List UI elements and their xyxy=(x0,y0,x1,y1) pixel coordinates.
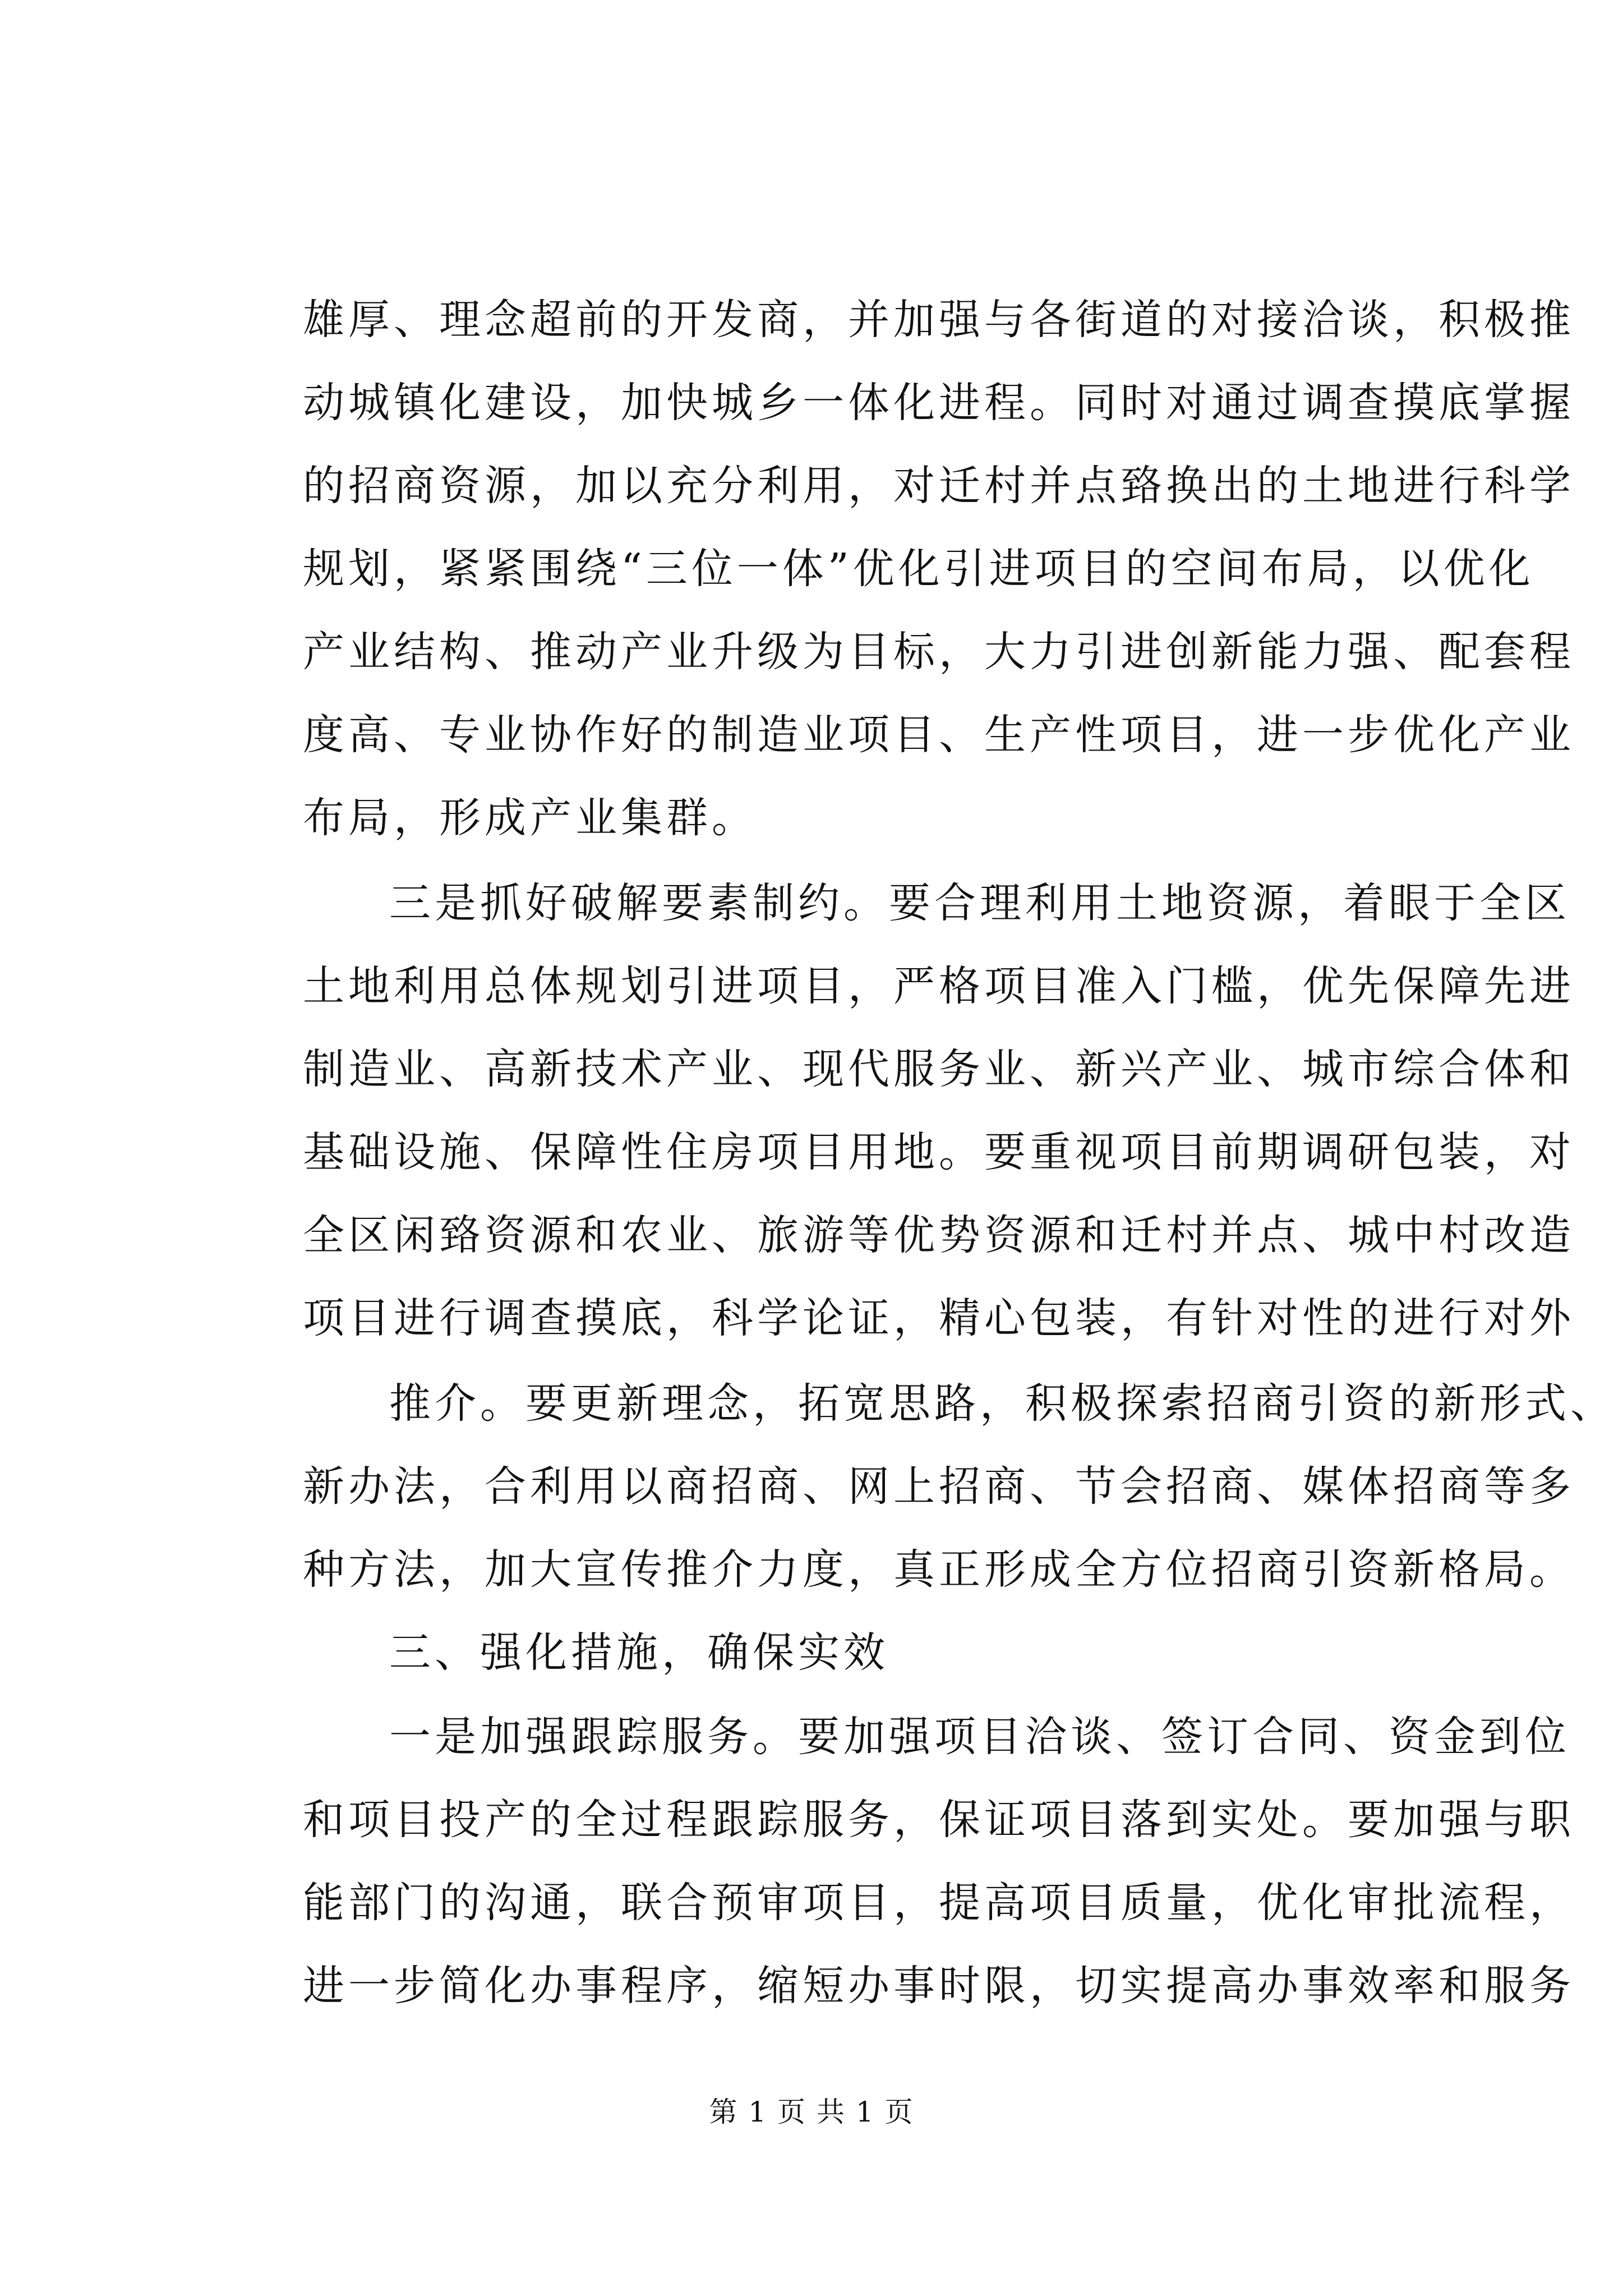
text-line: 的招商资源，加以充分利用，对迁村并点臵换出的土地进行科学 xyxy=(303,462,1575,510)
text-line: 一是加强跟踪服务。要加强项目洽谈、签订合同、资金到位 xyxy=(389,1713,1570,1761)
text-line: 全区闲臵资源和农业、旅游等优势资源和迁村并点、城中村改造 xyxy=(303,1211,1575,1259)
text-line: 基础设施、保障性住房项目用地。要重视项目前期调研包装，对 xyxy=(303,1128,1575,1176)
page-footer: 第 1 页 共 1 页 xyxy=(709,2096,914,2128)
section-heading: 三、强化措施，确保实效 xyxy=(389,1628,889,1677)
text-line: 动城镇化建设，加快城乡一体化进程。同时对通过调查摸底掌握 xyxy=(303,379,1575,427)
text-line: 雄厚、理念超前的开发商，并加强与各街道的对接洽谈，积极推 xyxy=(303,296,1575,344)
text-line: 产业结构、推动产业升级为目标，大力引进创新能力强、配套程 xyxy=(303,628,1575,676)
text-line: 布局，形成产业集群。 xyxy=(303,794,757,842)
text-line: 能部门的沟通，联合预审项目，提高项目质量，优化审批流程， xyxy=(303,1879,1575,1927)
text-line: 制造业、高新技术产业、现代服务业、新兴产业、城市综合体和 xyxy=(303,1045,1575,1093)
text-line: 项目进行调查摸底，科学论证，精心包装，有针对性的进行对外 xyxy=(303,1294,1575,1342)
text-line: 度高、专业协作好的制造业项目、生产性项目，进一步优化产业 xyxy=(303,711,1575,759)
text-line: 进一步简化办事程序，缩短办事时限，切实提高办事效率和服务 xyxy=(303,1962,1575,2010)
text-line: 三是抓好破解要素制约。要合理利用土地资源，着眼于全区 xyxy=(389,879,1570,927)
text-line: 土地利用总体规划引进项目，严格项目准入门槛，优先保障先进 xyxy=(303,962,1575,1010)
text-line: 规划，紧紧围绕“三位一体”优化引进项目的空间布局，以优化 xyxy=(303,545,1534,593)
text-line: 推介。要更新理念，拓宽思路，积极探索招商引资的新形式、 xyxy=(389,1379,1616,1428)
text-line: 新办法，合利用以商招商、网上招商、节会招商、媒体招商等多 xyxy=(303,1462,1575,1511)
text-line: 和项目投产的全过程跟踪服务，保证项目落到实处。要加强与职 xyxy=(303,1796,1575,1844)
text-line: 种方法，加大宣传推介力度，真正形成全方位招商引资新格局。 xyxy=(303,1545,1575,1594)
